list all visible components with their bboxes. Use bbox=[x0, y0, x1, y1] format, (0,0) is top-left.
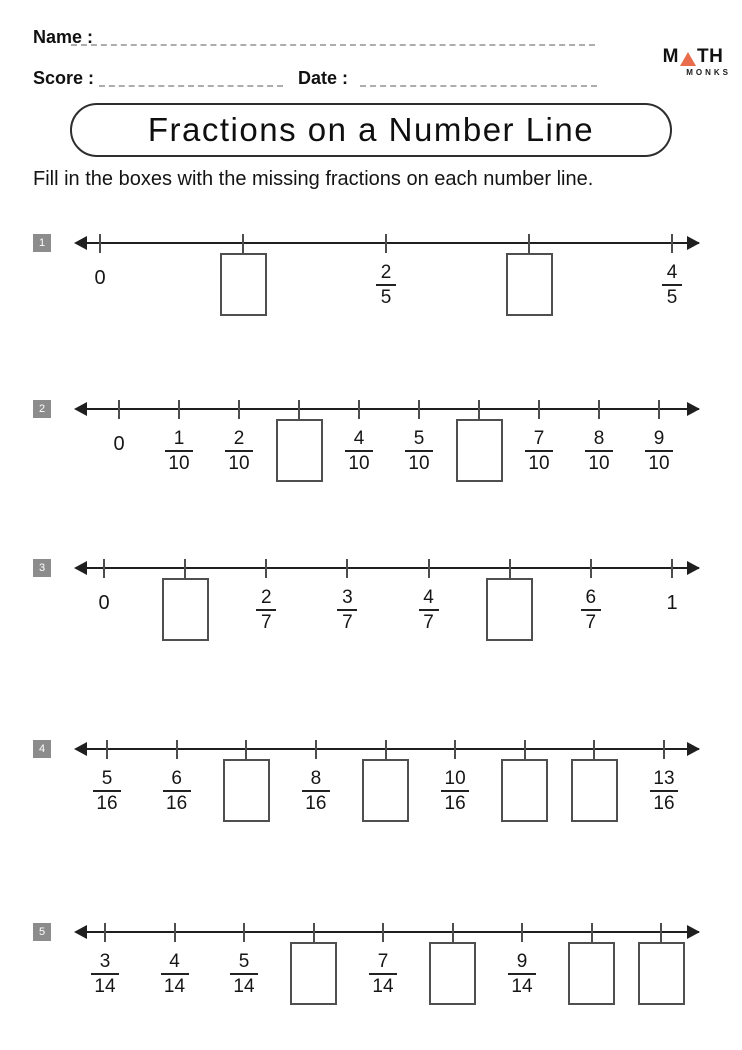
integer-label: 1 bbox=[666, 592, 678, 614]
arrowhead-left-icon bbox=[74, 925, 87, 939]
fraction-denominator: 10 bbox=[348, 453, 370, 474]
fraction-numerator: 3 bbox=[342, 587, 353, 608]
name-field-label: Name : bbox=[33, 27, 94, 47]
fraction-denominator: 14 bbox=[233, 976, 255, 997]
name-input-line[interactable] bbox=[71, 29, 595, 46]
fraction-label bbox=[500, 952, 544, 996]
fraction-denominator: 7 bbox=[423, 612, 434, 633]
score-field-label: Score : bbox=[33, 68, 95, 88]
tick-mark bbox=[428, 559, 430, 578]
fraction-numerator: 2 bbox=[260, 587, 272, 608]
logo-subtitle: MONKS bbox=[686, 68, 731, 77]
answer-box[interactable] bbox=[223, 759, 270, 822]
tick-mark bbox=[265, 559, 267, 578]
title-banner bbox=[70, 103, 672, 157]
problem-number-badge: 4 bbox=[33, 740, 51, 758]
tick-mark bbox=[671, 234, 673, 253]
fraction-label bbox=[294, 769, 338, 813]
logo-letter-m: M bbox=[662, 46, 679, 67]
fraction-denominator: 7 bbox=[342, 612, 353, 633]
fraction-bar bbox=[508, 973, 536, 975]
fraction-label bbox=[244, 588, 288, 632]
integer-label: 0 bbox=[98, 592, 110, 614]
fraction-label bbox=[364, 263, 408, 307]
fraction-label bbox=[407, 588, 451, 632]
fraction-label bbox=[433, 769, 477, 813]
tick-mark bbox=[538, 400, 540, 419]
fraction-label bbox=[569, 588, 613, 632]
fraction-label bbox=[217, 429, 261, 473]
arrowhead-right-icon bbox=[687, 236, 700, 250]
date-input-line[interactable] bbox=[360, 70, 597, 87]
fraction-numerator: 13 bbox=[653, 768, 675, 789]
fraction-bar bbox=[376, 284, 396, 286]
fraction-bar bbox=[405, 450, 433, 452]
answer-box[interactable] bbox=[456, 419, 503, 482]
fraction-numerator: 8 bbox=[310, 768, 322, 789]
integer-label: 0 bbox=[94, 267, 106, 289]
fraction-label bbox=[517, 429, 561, 473]
arrowhead-left-icon bbox=[74, 561, 87, 575]
score-input-line[interactable] bbox=[99, 70, 283, 87]
fraction-numerator: 8 bbox=[593, 428, 605, 449]
fraction-numerator: 2 bbox=[380, 262, 392, 283]
answer-box[interactable] bbox=[429, 942, 476, 1005]
number-line bbox=[76, 242, 699, 244]
answer-box[interactable] bbox=[506, 253, 553, 316]
tick-mark bbox=[385, 234, 387, 253]
fraction-label bbox=[83, 952, 127, 996]
answer-box[interactable] bbox=[486, 578, 533, 641]
fraction-label bbox=[650, 263, 694, 307]
tick-mark bbox=[103, 559, 105, 578]
math-monks-logo bbox=[653, 47, 733, 77]
date-field-label: Date : bbox=[298, 68, 349, 88]
fraction-bar bbox=[345, 450, 373, 452]
fraction-numerator: 4 bbox=[353, 428, 365, 449]
fraction-bar bbox=[662, 284, 682, 286]
fraction-bar bbox=[225, 450, 253, 452]
fraction-denominator: 10 bbox=[408, 453, 430, 474]
fraction-numerator: 5 bbox=[238, 951, 250, 972]
tick-mark bbox=[104, 923, 106, 942]
fraction-label bbox=[157, 429, 201, 473]
answer-box[interactable] bbox=[220, 253, 267, 316]
page-title: Fractions on a Number Line bbox=[147, 111, 595, 148]
fraction-label bbox=[155, 769, 199, 813]
tick-mark bbox=[671, 559, 673, 578]
fraction-denominator: 10 bbox=[528, 453, 550, 474]
fraction-denominator: 16 bbox=[305, 793, 327, 814]
fraction-bar bbox=[256, 609, 276, 611]
fraction-denominator: 5 bbox=[380, 287, 392, 308]
fraction-bar bbox=[163, 790, 191, 792]
fraction-denominator: 16 bbox=[166, 793, 188, 814]
tick-mark bbox=[315, 740, 317, 759]
fraction-denominator: 10 bbox=[648, 453, 670, 474]
fraction-numerator: 10 bbox=[444, 768, 466, 789]
fraction-numerator: 3 bbox=[99, 951, 111, 972]
problem-number-badge: 1 bbox=[33, 234, 51, 252]
fraction-bar bbox=[230, 973, 258, 975]
fraction-bar bbox=[93, 790, 121, 792]
fraction-label bbox=[577, 429, 621, 473]
fraction-label bbox=[397, 429, 441, 473]
fraction-denominator: 14 bbox=[372, 976, 394, 997]
number-line bbox=[76, 931, 699, 933]
answer-box[interactable] bbox=[568, 942, 615, 1005]
fraction-denominator: 10 bbox=[168, 453, 190, 474]
fraction-label bbox=[153, 952, 197, 996]
fraction-bar bbox=[337, 609, 357, 611]
fraction-label bbox=[85, 769, 129, 813]
fraction-bar bbox=[585, 450, 613, 452]
arrowhead-left-icon bbox=[74, 402, 87, 416]
answer-box[interactable] bbox=[501, 759, 548, 822]
fraction-denominator: 10 bbox=[228, 453, 250, 474]
tick-mark bbox=[106, 740, 108, 759]
fraction-denominator: 7 bbox=[260, 612, 272, 633]
number-line bbox=[76, 408, 699, 410]
tick-mark bbox=[99, 234, 101, 253]
problem-number-badge: 2 bbox=[33, 400, 51, 418]
tick-mark bbox=[590, 559, 592, 578]
arrowhead-right-icon bbox=[687, 925, 700, 939]
tick-mark bbox=[598, 400, 600, 419]
tick-mark bbox=[454, 740, 456, 759]
tick-mark bbox=[663, 740, 665, 759]
tick-mark bbox=[176, 740, 178, 759]
fraction-numerator: 5 bbox=[101, 768, 113, 789]
fraction-numerator: 4 bbox=[666, 262, 678, 283]
fraction-bar bbox=[581, 609, 601, 611]
answer-box[interactable] bbox=[571, 759, 618, 822]
number-line bbox=[76, 748, 699, 750]
fraction-denominator: 16 bbox=[444, 793, 466, 814]
tick-mark bbox=[174, 923, 176, 942]
problem-number-badge: 3 bbox=[33, 559, 51, 577]
fraction-bar bbox=[645, 450, 673, 452]
fraction-numerator: 9 bbox=[653, 428, 665, 449]
fraction-numerator: 7 bbox=[533, 428, 545, 449]
tick-mark bbox=[346, 559, 348, 578]
fraction-numerator: 7 bbox=[377, 951, 389, 972]
fraction-numerator: 5 bbox=[413, 428, 425, 449]
fraction-bar bbox=[650, 790, 678, 792]
orange-triangle-icon bbox=[680, 52, 696, 66]
arrowhead-right-icon bbox=[687, 402, 700, 416]
tick-mark bbox=[418, 400, 420, 419]
fraction-numerator: 4 bbox=[423, 587, 434, 608]
logo-wordmark bbox=[653, 47, 733, 67]
fraction-numerator: 6 bbox=[171, 768, 182, 789]
answer-box[interactable] bbox=[162, 578, 209, 641]
number-line bbox=[76, 567, 699, 569]
tick-mark bbox=[382, 923, 384, 942]
arrowhead-left-icon bbox=[74, 742, 87, 756]
fraction-bar bbox=[161, 973, 189, 975]
fraction-denominator: 5 bbox=[666, 287, 678, 308]
fraction-bar bbox=[419, 609, 439, 611]
fraction-bar bbox=[165, 450, 193, 452]
fraction-denominator: 7 bbox=[585, 612, 597, 633]
fraction-label bbox=[637, 429, 681, 473]
fraction-denominator: 10 bbox=[588, 453, 610, 474]
arrowhead-left-icon bbox=[74, 236, 87, 250]
fraction-bar bbox=[441, 790, 469, 792]
answer-box[interactable] bbox=[276, 419, 323, 482]
fraction-bar bbox=[91, 973, 119, 975]
fraction-denominator: 14 bbox=[511, 976, 533, 997]
arrowhead-right-icon bbox=[687, 561, 700, 575]
fraction-label bbox=[642, 769, 686, 813]
fraction-numerator: 2 bbox=[233, 428, 245, 449]
answer-box[interactable] bbox=[362, 759, 409, 822]
fraction-numerator: 4 bbox=[169, 951, 180, 972]
fraction-bar bbox=[369, 973, 397, 975]
integer-label: 0 bbox=[113, 433, 125, 455]
fraction-denominator: 14 bbox=[163, 976, 186, 997]
fraction-label bbox=[337, 429, 381, 473]
answer-box[interactable] bbox=[290, 942, 337, 1005]
tick-mark bbox=[358, 400, 360, 419]
fraction-label bbox=[361, 952, 405, 996]
arrowhead-right-icon bbox=[687, 742, 700, 756]
tick-mark bbox=[521, 923, 523, 942]
tick-mark bbox=[238, 400, 240, 419]
fraction-label bbox=[325, 588, 369, 632]
instruction-text: Fill in the boxes with the missing fractions on each number line. bbox=[33, 168, 594, 190]
fraction-label bbox=[222, 952, 266, 996]
logo-letters-th: TH bbox=[697, 46, 724, 67]
problem-number-badge: 5 bbox=[33, 923, 51, 941]
fraction-bar bbox=[302, 790, 330, 792]
tick-mark bbox=[178, 400, 180, 419]
fraction-denominator: 14 bbox=[94, 976, 116, 997]
fraction-numerator: 9 bbox=[516, 951, 528, 972]
fraction-numerator: 1 bbox=[173, 428, 185, 449]
fraction-bar bbox=[525, 450, 553, 452]
fraction-denominator: 16 bbox=[653, 793, 675, 814]
fraction-denominator: 16 bbox=[96, 793, 118, 814]
tick-mark bbox=[658, 400, 660, 419]
answer-box[interactable] bbox=[638, 942, 685, 1005]
tick-mark bbox=[243, 923, 245, 942]
fraction-numerator: 6 bbox=[585, 587, 597, 608]
tick-mark bbox=[118, 400, 120, 419]
